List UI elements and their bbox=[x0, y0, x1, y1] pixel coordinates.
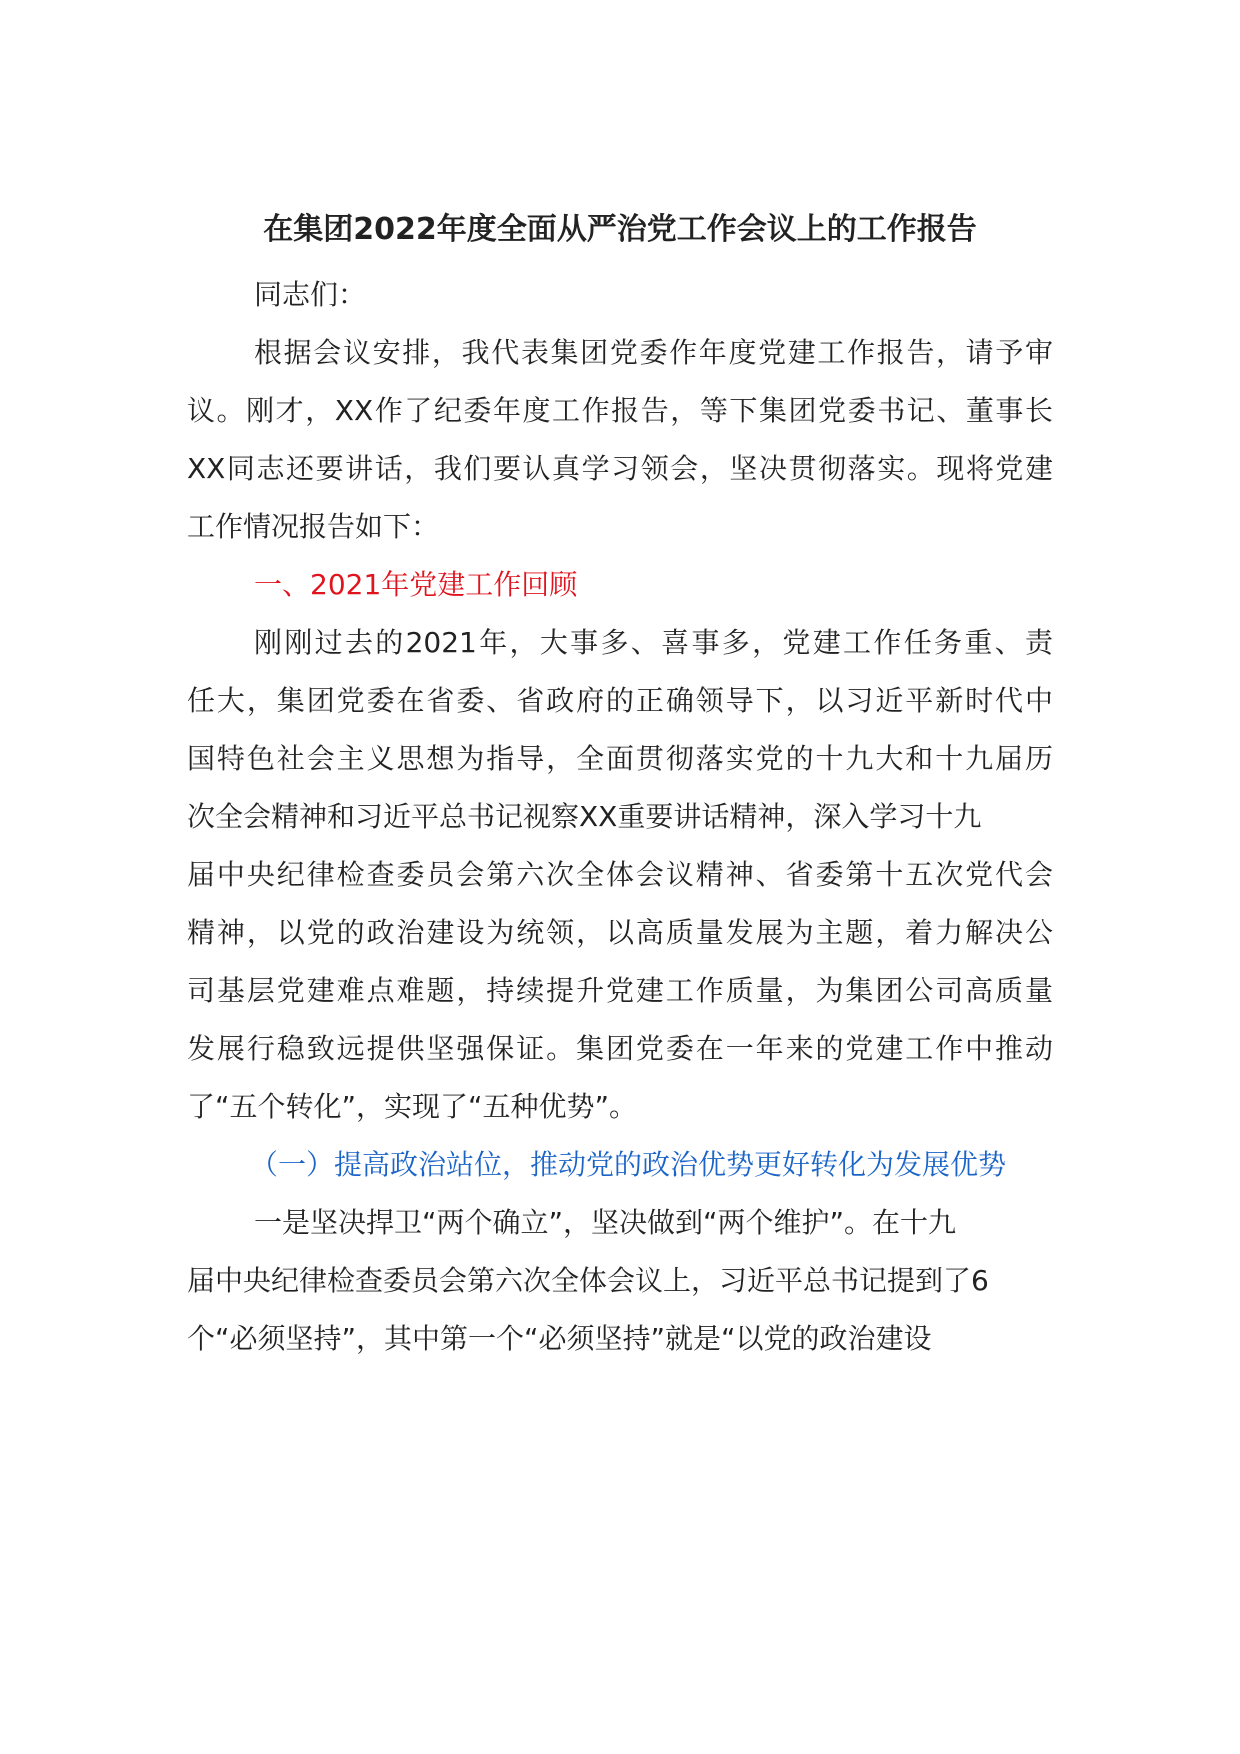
paragraph-line: 工作情况报告如下： bbox=[187, 510, 440, 543]
paragraph-line: XX同志还要讲话，我们要认真学习领会，坚决贯彻落实。现将党建 bbox=[187, 452, 1053, 485]
paragraph-line: 届中央纪律检查委员会第六次全体会议上，习近平总书记提到了6 bbox=[187, 1264, 989, 1297]
paragraph-line: 个“必须坚持”，其中第一个“必须坚持”就是“以党的政治建设 bbox=[187, 1322, 932, 1355]
paragraph-line: 任大，集团党委在省委、省政府的正确领导下，以习近平新时代中 bbox=[187, 684, 1053, 717]
document-title: 在集团2022年度全面从严治党工作会议上的工作报告 bbox=[263, 212, 977, 247]
paragraph-line: 国特色社会主义思想为指导，全面贯彻落实党的十九大和十九届历 bbox=[187, 742, 1053, 775]
paragraph-line: 议。刚才，XX作了纪委年度工作报告，等下集团党委书记、董事长 bbox=[187, 394, 1053, 427]
paragraph-line: 精神，以党的政治建设为统领，以高质量发展为主题，着力解决公 bbox=[187, 916, 1053, 949]
paragraph-line: 刚刚过去的2021年，大事多、喜事多，党建工作任务重、责 bbox=[254, 626, 1053, 659]
paragraph-line: 届中央纪律检查委员会第六次全体会议精神、省委第十五次党代会 bbox=[187, 858, 1053, 891]
paragraph-line: 司基层党建难点难题，持续提升党建工作质量，为集团公司高质量 bbox=[187, 974, 1053, 1007]
salutation: 同志们： bbox=[254, 278, 367, 311]
subsection-heading: （一）提高政治站位，推动党的政治优势更好转化为发展优势 bbox=[250, 1148, 1007, 1181]
section-heading: 一、2021年党建工作回顾 bbox=[254, 568, 578, 601]
paragraph-line: 一是坚决捍卫“两个确立”，坚决做到“两个维护”。在十九 bbox=[254, 1206, 957, 1239]
paragraph-line: 了“五个转化”，实现了“五种优势”。 bbox=[187, 1090, 638, 1123]
paragraph-line: 次全会精神和习近平总书记视察XX重要讲话精神，深入学习十九 bbox=[187, 800, 982, 833]
paragraph-line: 根据会议安排，我代表集团党委作年度党建工作报告，请予审 bbox=[254, 336, 1053, 369]
paragraph-line: 发展行稳致远提供坚强保证。集团党委在一年来的党建工作中推动 bbox=[187, 1032, 1053, 1065]
